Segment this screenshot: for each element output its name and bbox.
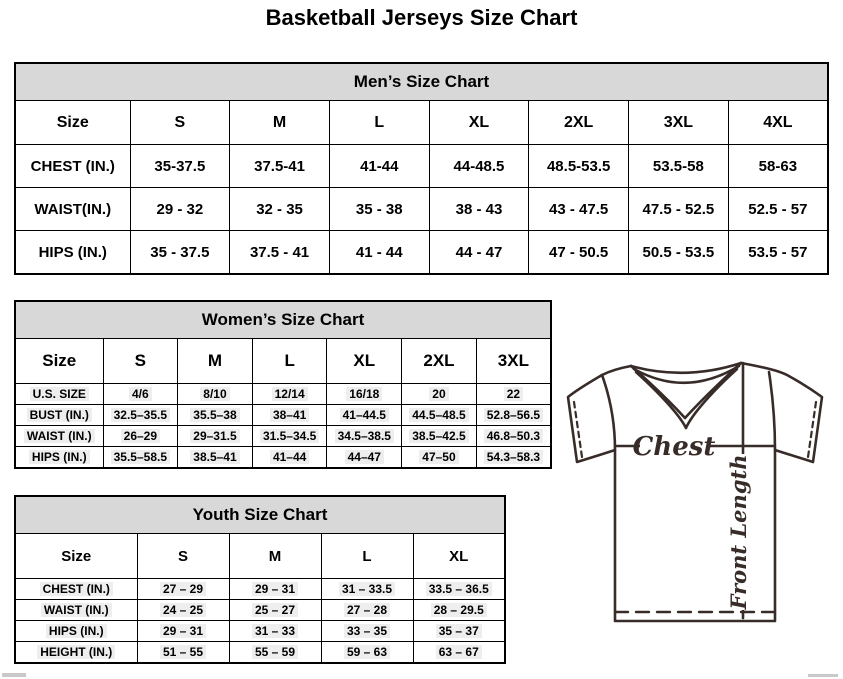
women-value-cell [252, 426, 327, 447]
cell-text: 51 – 55 [160, 645, 206, 659]
youth-table-row [15, 579, 505, 600]
cell-text: 29–31.5 [190, 429, 239, 443]
cell-text: 25 – 27 [252, 603, 298, 617]
cell-text: 35.5–38 [190, 408, 239, 422]
cell-text: 34.5–38.5 [335, 429, 394, 443]
youth-value-cell [229, 579, 321, 600]
cell-text: 55 – 59 [252, 645, 298, 659]
cell-text: 41–44 [270, 450, 309, 464]
men-value-cell: 53.5 - 57 [728, 231, 828, 275]
women-value-cell [178, 426, 253, 447]
youth-value-cell [321, 642, 413, 664]
youth-column-header-XL: XL [413, 534, 505, 579]
men-value-cell: 50.5 - 53.5 [629, 231, 729, 275]
cell-text: 24 – 25 [160, 603, 206, 617]
youth-row-label [15, 600, 137, 621]
women-row-label [15, 426, 103, 447]
cell-text: 54.3–58.3 [484, 450, 543, 464]
men-value-cell: 44-48.5 [429, 145, 529, 188]
cell-text: 44.5–48.5 [409, 408, 468, 422]
women-value-cell [252, 405, 327, 426]
cell-text: 46.8–50.3 [484, 429, 543, 443]
women-column-header-2XL: 2XL [402, 339, 477, 384]
youth-value-cell [137, 579, 229, 600]
youth-row-label [15, 642, 137, 664]
women-value-cell [327, 426, 402, 447]
cell-text: 38–41 [270, 408, 309, 422]
men-value-cell: 48.5-53.5 [529, 145, 629, 188]
youth-value-cell [413, 600, 505, 621]
men-table-row [15, 188, 828, 231]
men-value-cell: 37.5-41 [230, 145, 330, 188]
men-column-header-XL: XL [429, 101, 529, 145]
men-value-cell: 41-44 [329, 145, 429, 188]
men-value-cell: 44 - 47 [429, 231, 529, 275]
women-table-row [15, 426, 551, 447]
men-value-cell: 32 - 35 [230, 188, 330, 231]
youth-table-row [15, 600, 505, 621]
youth-value-cell [413, 579, 505, 600]
cell-text: WAIST (IN.) [41, 603, 112, 617]
cell-text: HIPS (IN.) [46, 624, 107, 638]
cell-text: 20 [429, 387, 448, 401]
women-value-cell [402, 405, 477, 426]
cell-text: WAIST (IN.) [24, 429, 95, 443]
youth-column-header-M: M [229, 534, 321, 579]
cell-text: 26–29 [121, 429, 160, 443]
men-table-row [15, 145, 828, 188]
cell-text: 31.5–34.5 [260, 429, 319, 443]
men-row-label: WAIST(IN.) [15, 188, 130, 231]
women-value-cell [178, 384, 253, 405]
cell-text: 31 – 33 [252, 624, 298, 638]
women-value-cell [103, 405, 178, 426]
youth-value-cell [321, 600, 413, 621]
youth-table-row [15, 642, 505, 664]
jersey-outline [568, 363, 822, 621]
cell-text: 12/14 [272, 387, 308, 401]
womens-size-table [14, 300, 552, 469]
men-value-cell: 52.5 - 57 [728, 188, 828, 231]
youth-value-cell [229, 600, 321, 621]
men-column-header-S: S [130, 101, 230, 145]
men-value-cell: 35 - 37.5 [130, 231, 230, 275]
women-row-label [15, 405, 103, 426]
women-value-cell [402, 384, 477, 405]
youth-table-title: Youth Size Chart [15, 496, 505, 534]
women-column-header-S: S [103, 339, 178, 384]
cell-text: 41–44.5 [340, 408, 389, 422]
men-row-label: HIPS (IN.) [15, 231, 130, 275]
cell-text: 32.5–35.5 [111, 408, 170, 422]
cell-text: 27 – 29 [160, 582, 206, 596]
women-value-cell [327, 405, 402, 426]
women-column-header-3XL: 3XL [476, 339, 551, 384]
men-column-header-M: M [230, 101, 330, 145]
women-column-header-L: L [252, 339, 327, 384]
women-column-header-XL: XL [327, 339, 402, 384]
cell-text: 29 – 31 [160, 624, 206, 638]
men-value-cell: 53.5-58 [629, 145, 729, 188]
women-column-header-M: M [178, 339, 253, 384]
cell-text: 29 – 31 [252, 582, 298, 596]
men-value-cell: 47 - 50.5 [529, 231, 629, 275]
youth-value-cell [137, 642, 229, 664]
cell-text: U.S. SIZE [30, 387, 89, 401]
women-value-cell [103, 384, 178, 405]
jersey-armhole-seam-left [602, 375, 615, 450]
chest-label: Chest [632, 432, 716, 462]
men-value-cell: 35-37.5 [130, 145, 230, 188]
youth-size-table [14, 495, 506, 664]
men-column-header-2XL: 2XL [529, 101, 629, 145]
youth-value-cell [229, 621, 321, 642]
cell-text: 4/6 [129, 387, 152, 401]
women-value-cell [476, 405, 551, 426]
men-value-cell: 29 - 32 [130, 188, 230, 231]
women-value-cell [476, 447, 551, 469]
women-value-cell [402, 447, 477, 469]
youth-column-header-S: S [137, 534, 229, 579]
cell-text: 35 – 37 [436, 624, 482, 638]
cell-text: 35.5–58.5 [111, 450, 170, 464]
youth-table-row [15, 621, 505, 642]
women-table-title: Women’s Size Chart [15, 301, 551, 339]
cell-text: 27 – 28 [344, 603, 390, 617]
youth-value-cell [137, 621, 229, 642]
youth-value-cell [321, 621, 413, 642]
youth-value-cell [413, 642, 505, 664]
cell-text: 8/10 [200, 387, 229, 401]
women-row-label [15, 384, 103, 405]
page-title: Basketball Jerseys Size Chart [265, 5, 578, 30]
men-column-header-3XL: 3XL [629, 101, 729, 145]
youth-value-cell [229, 642, 321, 664]
youth-value-cell [413, 621, 505, 642]
women-table-row [15, 384, 551, 405]
men-column-header-4XL: 4XL [728, 101, 828, 145]
front-length-label: Front Length [726, 454, 751, 610]
men-value-cell: 38 - 43 [429, 188, 529, 231]
cell-text: 52.8–56.5 [484, 408, 543, 422]
cell-text: 38.5–41 [190, 450, 239, 464]
selection-handle-right [808, 674, 838, 677]
cell-text: 28 – 29.5 [431, 603, 487, 617]
cell-text: CHEST (IN.) [40, 582, 113, 596]
women-value-cell [178, 405, 253, 426]
women-value-cell [252, 384, 327, 405]
cell-text: 31 – 33.5 [339, 582, 395, 596]
men-table-row [15, 231, 828, 275]
women-table-row [15, 447, 551, 469]
women-column-header-Size: Size [15, 339, 103, 384]
women-value-cell [476, 384, 551, 405]
men-table-title: Men’s Size Chart [15, 63, 828, 101]
cell-text: 22 [504, 387, 523, 401]
women-value-cell [476, 426, 551, 447]
men-column-header-Size: Size [15, 101, 130, 145]
men-column-header-L: L [329, 101, 429, 145]
cell-text: 38.5–42.5 [409, 429, 468, 443]
jersey-collar-top [631, 363, 741, 373]
women-value-cell [252, 447, 327, 469]
selection-handle-left [2, 673, 26, 677]
men-value-cell: 35 - 38 [329, 188, 429, 231]
women-value-cell [178, 447, 253, 469]
women-value-cell [402, 426, 477, 447]
youth-column-header-Size: Size [15, 534, 137, 579]
men-row-label: CHEST (IN.) [15, 145, 130, 188]
women-value-cell [327, 447, 402, 469]
cell-text: 33.5 – 36.5 [426, 582, 492, 596]
women-value-cell [103, 447, 178, 469]
men-value-cell: 41 - 44 [329, 231, 429, 275]
women-value-cell [327, 384, 402, 405]
women-value-cell [103, 426, 178, 447]
mens-size-table [14, 62, 829, 275]
cell-text: HEIGHT (IN.) [37, 645, 115, 659]
cell-text: HIPS (IN.) [29, 450, 90, 464]
jersey-measurement-diagram [558, 354, 840, 628]
men-value-cell: 37.5 - 41 [230, 231, 330, 275]
youth-value-cell [321, 579, 413, 600]
women-table-row [15, 405, 551, 426]
jersey-armhole-seam-right [769, 372, 775, 450]
cell-text: 33 – 35 [344, 624, 390, 638]
youth-row-label [15, 579, 137, 600]
youth-value-cell [137, 600, 229, 621]
jersey-collar-v-outer [631, 363, 741, 418]
men-value-cell: 43 - 47.5 [529, 188, 629, 231]
cell-text: 59 – 63 [344, 645, 390, 659]
cell-text: 16/18 [346, 387, 382, 401]
men-value-cell: 58-63 [728, 145, 828, 188]
women-row-label [15, 447, 103, 469]
men-value-cell: 47.5 - 52.5 [629, 188, 729, 231]
youth-column-header-L: L [321, 534, 413, 579]
cell-text: BUST (IN.) [27, 408, 92, 422]
cell-text: 47–50 [419, 450, 458, 464]
cell-text: 44–47 [345, 450, 384, 464]
cell-text: 63 – 67 [436, 645, 482, 659]
youth-row-label [15, 621, 137, 642]
